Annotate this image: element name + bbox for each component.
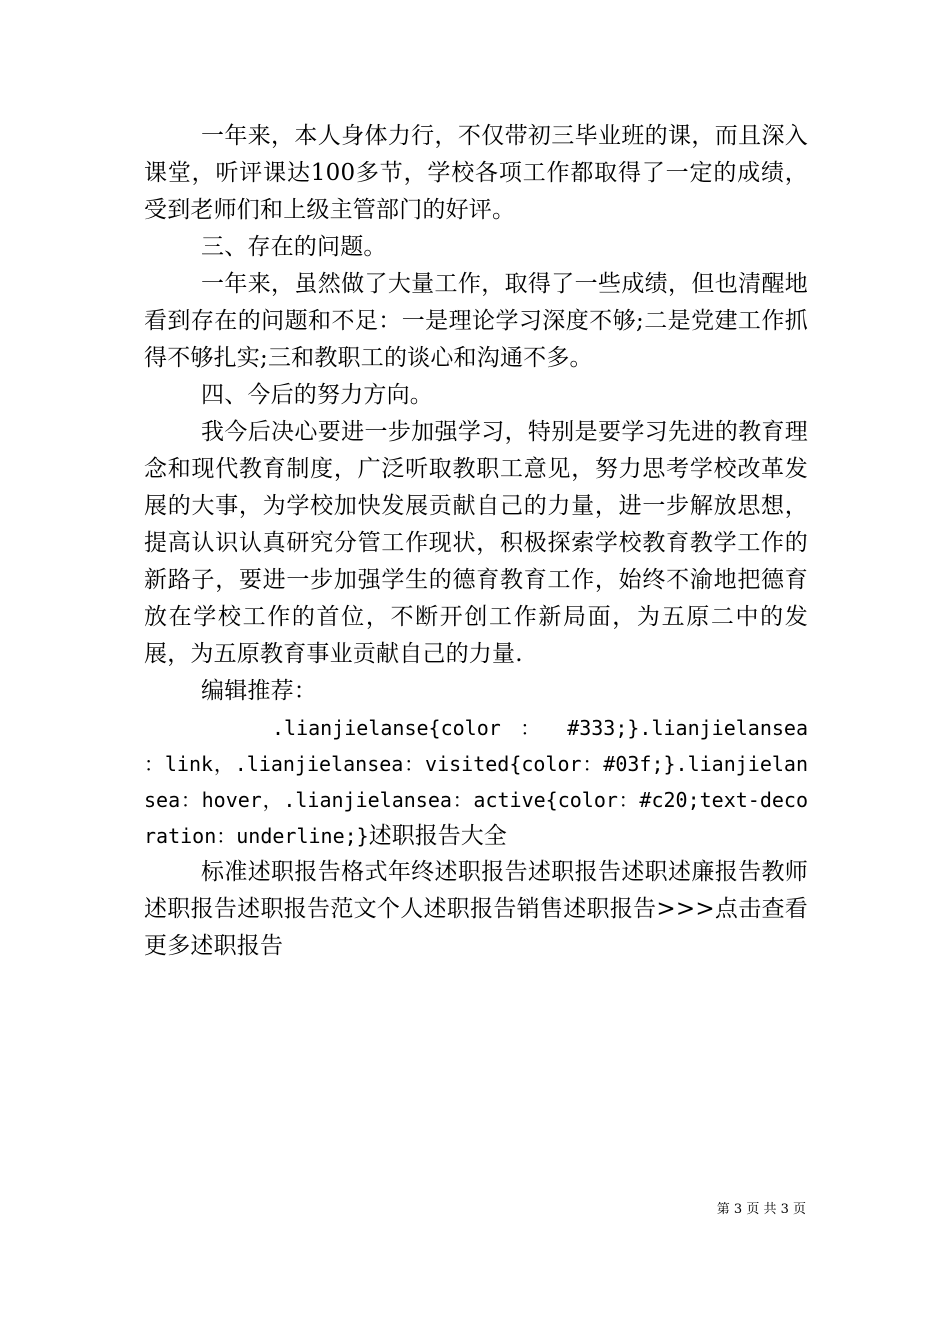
heading-future-direction: 四、今后的努力方向。: [201, 382, 433, 408]
related-report-links[interactable]: 标准述职报告格式年终述职报告述职报告述职述廉报告教师述职报告述职报告范文个人述职报告销售述职报告>>>点击查看更多述职报告: [144, 859, 808, 959]
heading-existing-problems: 三、存在的问题。: [201, 234, 387, 260]
editor-recommendation-label: 编辑推荐：: [201, 678, 317, 704]
paragraph-work-summary: 一年来，本人身体力行，不仅带初三毕业班的课，而且深入课堂，听评课达100多节，学校各项工作都取得了一定的成绩，受到老师们和上级主管部门的好评。: [144, 123, 808, 223]
report-collection-link[interactable]: 述职报告大全: [368, 823, 507, 849]
paragraph-problems: 一年来，虽然做了大量工作，取得了一些成绩，但也清醒地看到存在的问题和不足：一是理论学习深度不够;二是党建工作抓得不够扎实;三和教职工的谈心和沟通不多。: [144, 271, 808, 371]
page-number-footer: 第 3 页 共 3 页: [716, 1202, 806, 1217]
paragraph-future-plans: 我今后决心要进一步加强学习，特别是要学习先进的教育理念和现代教育制度，广泛听取教职工意见，努力思考学校改革发展的大事，为学校加快发展贡献自己的力量，进一步解放思想，提高认识认真研究分管工作现状，积极探索学校教育教学工作的新路子，要进一步加强学生的德育教育工作，始终不渝地把德育放在学校工作的首位，不断开创工作新局面，为五原二中的发展，为五原教育事业贡献自己的力量.: [144, 419, 808, 667]
css-snippet-text: .lianjielanse{color ： #333;}.lianjielansea ：link，.lianjielansea：visited{color：#03f;}.lianjielansea：hover，.lianjielansea：active{color：#c20;text-decoration：underline;}: [144, 716, 808, 848]
document-body: [144, 118, 808, 965]
css-snippet-paragraph: [144, 710, 808, 854]
